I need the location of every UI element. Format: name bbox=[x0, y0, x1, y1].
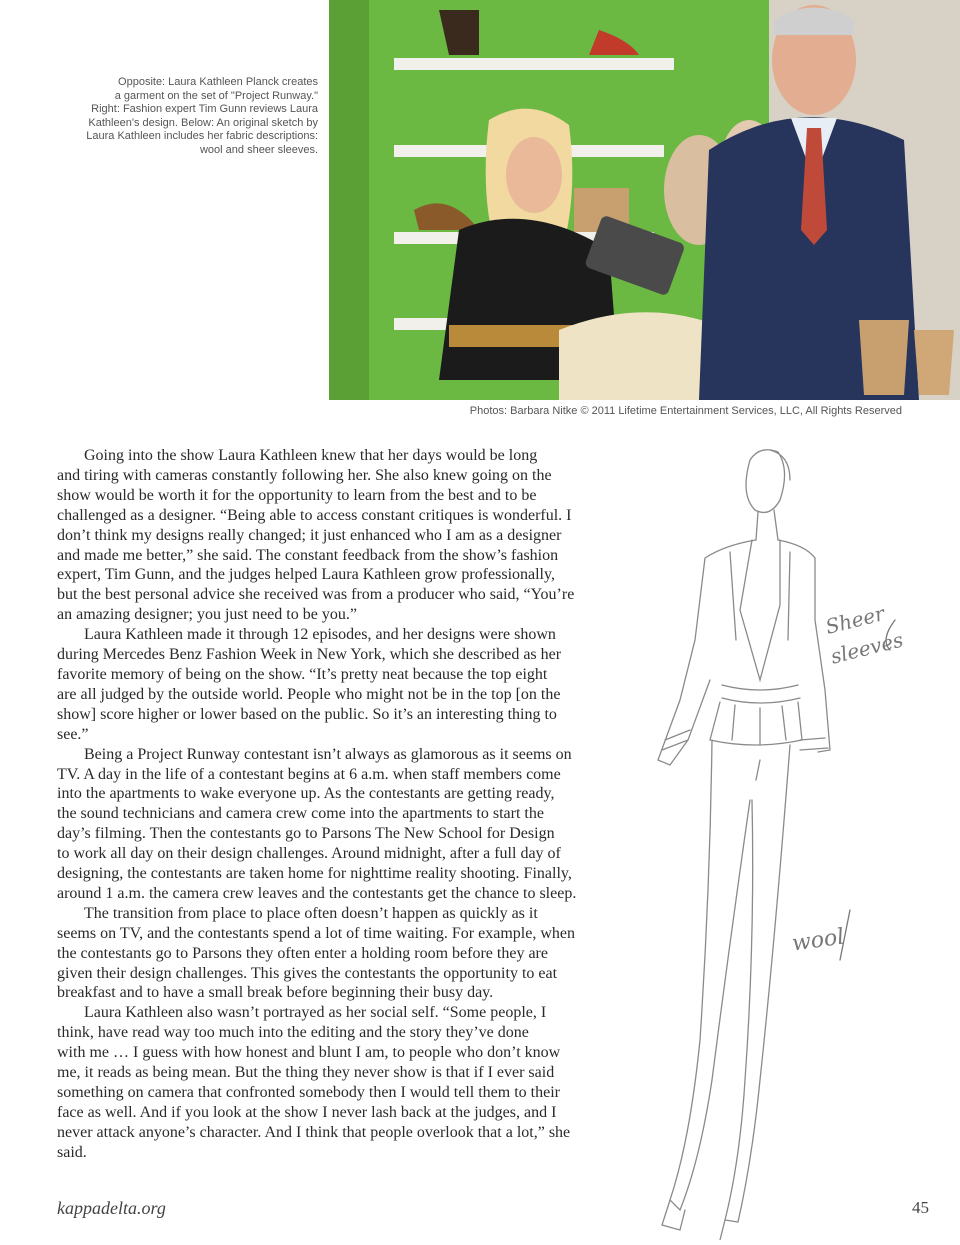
article-line: into the apartments to wake everyone up. As the contestants are getting ready, bbox=[57, 785, 555, 803]
photo-tim-gunn-and-designer bbox=[329, 0, 960, 400]
article-line: TV. A day in the life of a contestant begins at 6 a.m. when staff members come bbox=[57, 765, 561, 783]
article-line: with me … I guess with how honest and blunt I am, to people who don’t know bbox=[57, 1044, 561, 1062]
article-line: Being a Project Runway contestant isn’t always as glamorous as it seems on bbox=[84, 745, 572, 763]
article-line: Laura Kathleen also wasn’t portrayed as her social self. “Some people, I bbox=[84, 1004, 547, 1022]
sketch-note-sheer: Sheer bbox=[822, 601, 887, 639]
article-line: during Mercedes Benz Fashion Week in New York, which she described as her bbox=[57, 646, 562, 664]
article-line: Going into the show Laura Kathleen knew that her days would be long bbox=[84, 447, 538, 464]
caption-line: Opposite: Laura Kathleen Planck creates bbox=[118, 76, 318, 88]
footer-website: kappadelta.org bbox=[57, 1198, 166, 1218]
article-line: designing, the contestants are taken home for nighttime reality shooting. Finally, bbox=[57, 865, 572, 883]
article-line: an amazing designer; you just need to be you.” bbox=[57, 606, 357, 624]
caption-line: a garment on the set of "Project Runway." bbox=[114, 89, 318, 102]
article-line: given their design challenges. This gives the contestants the opportunity to eat bbox=[57, 964, 558, 982]
article-line: day’s filming. Then the contestants go to Parsons The New School for Design bbox=[57, 825, 555, 843]
caption-line: wool and sheer sleeves. bbox=[199, 143, 318, 156]
caption-line: Kathleen's design. Below: An original sketch by bbox=[88, 116, 318, 129]
article-line: never attack anyone’s character. And I think that people overlook that a lot,” she bbox=[57, 1123, 571, 1141]
fashion-sketch bbox=[640, 440, 930, 1240]
article-line: around 1 a.m. the camera crew leaves and the contestants get the chance to sleep. bbox=[57, 884, 577, 902]
article-line: and tiring with cameras constantly following her. She also knew going on the bbox=[57, 466, 552, 484]
page-number: 45 bbox=[912, 1198, 929, 1217]
article-line: show] score higher or lower based on the public. So it’s an interesting thing to bbox=[57, 705, 557, 723]
article-line: the sound technicians and camera crew come into the apartments to start the bbox=[57, 805, 544, 823]
article-line: said. bbox=[57, 1143, 87, 1161]
article-line: breakfast and to have a small break before beginning their busy day. bbox=[57, 984, 494, 1002]
article-line: favorite memory of being on the show. “It’s pretty neat because the top eight bbox=[57, 665, 548, 683]
article-line: Laura Kathleen made it through 12 episodes, and her designs were shown bbox=[84, 626, 556, 644]
article-line: but the best personal advice she received was from a producer who said, “You’re bbox=[57, 586, 575, 604]
article-line: and made me better,” she said. The constant feedback from the show’s fashion bbox=[57, 546, 559, 564]
caption-line: Laura Kathleen includes her fabric descriptions: bbox=[86, 130, 318, 143]
article-line: me, it reads as being mean. But the thing they never show is that if I ever said bbox=[57, 1064, 555, 1082]
article-line: expert, Tim Gunn, and the judges helped Laura Kathleen grow professionally, bbox=[57, 566, 555, 584]
article-line: don’t think my designs really changed; it just enhanced who I am as a designer bbox=[57, 526, 562, 544]
article-line: show would be worth it for the opportunity to learn from the best and to be bbox=[57, 486, 537, 504]
article-line: something on camera that confronted somebody then I would tell them to their bbox=[57, 1084, 560, 1101]
caption-line: Right: Fashion expert Tim Gunn reviews Laura bbox=[91, 103, 318, 116]
article-line: are all judged by the outside world. People who might not be in the top [on the bbox=[57, 685, 561, 703]
sketch-note-wool: wool bbox=[790, 924, 846, 957]
article-line: think, have read way too much into the editing and the story they’ve done bbox=[57, 1024, 529, 1042]
article-body bbox=[57, 446, 602, 1163]
article-line: challenged as a designer. “Being able to access constant critiques is wonderful. I bbox=[57, 506, 572, 524]
article-line: seems on TV, and the contestants spend a lot of time waiting. For example, when bbox=[57, 924, 575, 942]
article-line: to work all day on their design challenges. Around midnight, after a full day of bbox=[57, 845, 561, 863]
article-line: The transition from place to place often doesn’t happen as quickly as it bbox=[84, 904, 538, 922]
article-line: face as well. And if you look at the show I never lash back at the judges, and I bbox=[57, 1103, 557, 1121]
article-line: the contestants go to Parsons they often enter a holding room before they are bbox=[57, 944, 548, 962]
photo-caption bbox=[60, 76, 318, 158]
photo-credit: Photos: Barbara Nitke © 2011 Lifetime Entertainment Services, LLC, All Rights Reserved bbox=[469, 405, 902, 417]
article-line: see.” bbox=[57, 725, 89, 743]
sketch-note-sleeves: sleeves bbox=[828, 627, 906, 669]
